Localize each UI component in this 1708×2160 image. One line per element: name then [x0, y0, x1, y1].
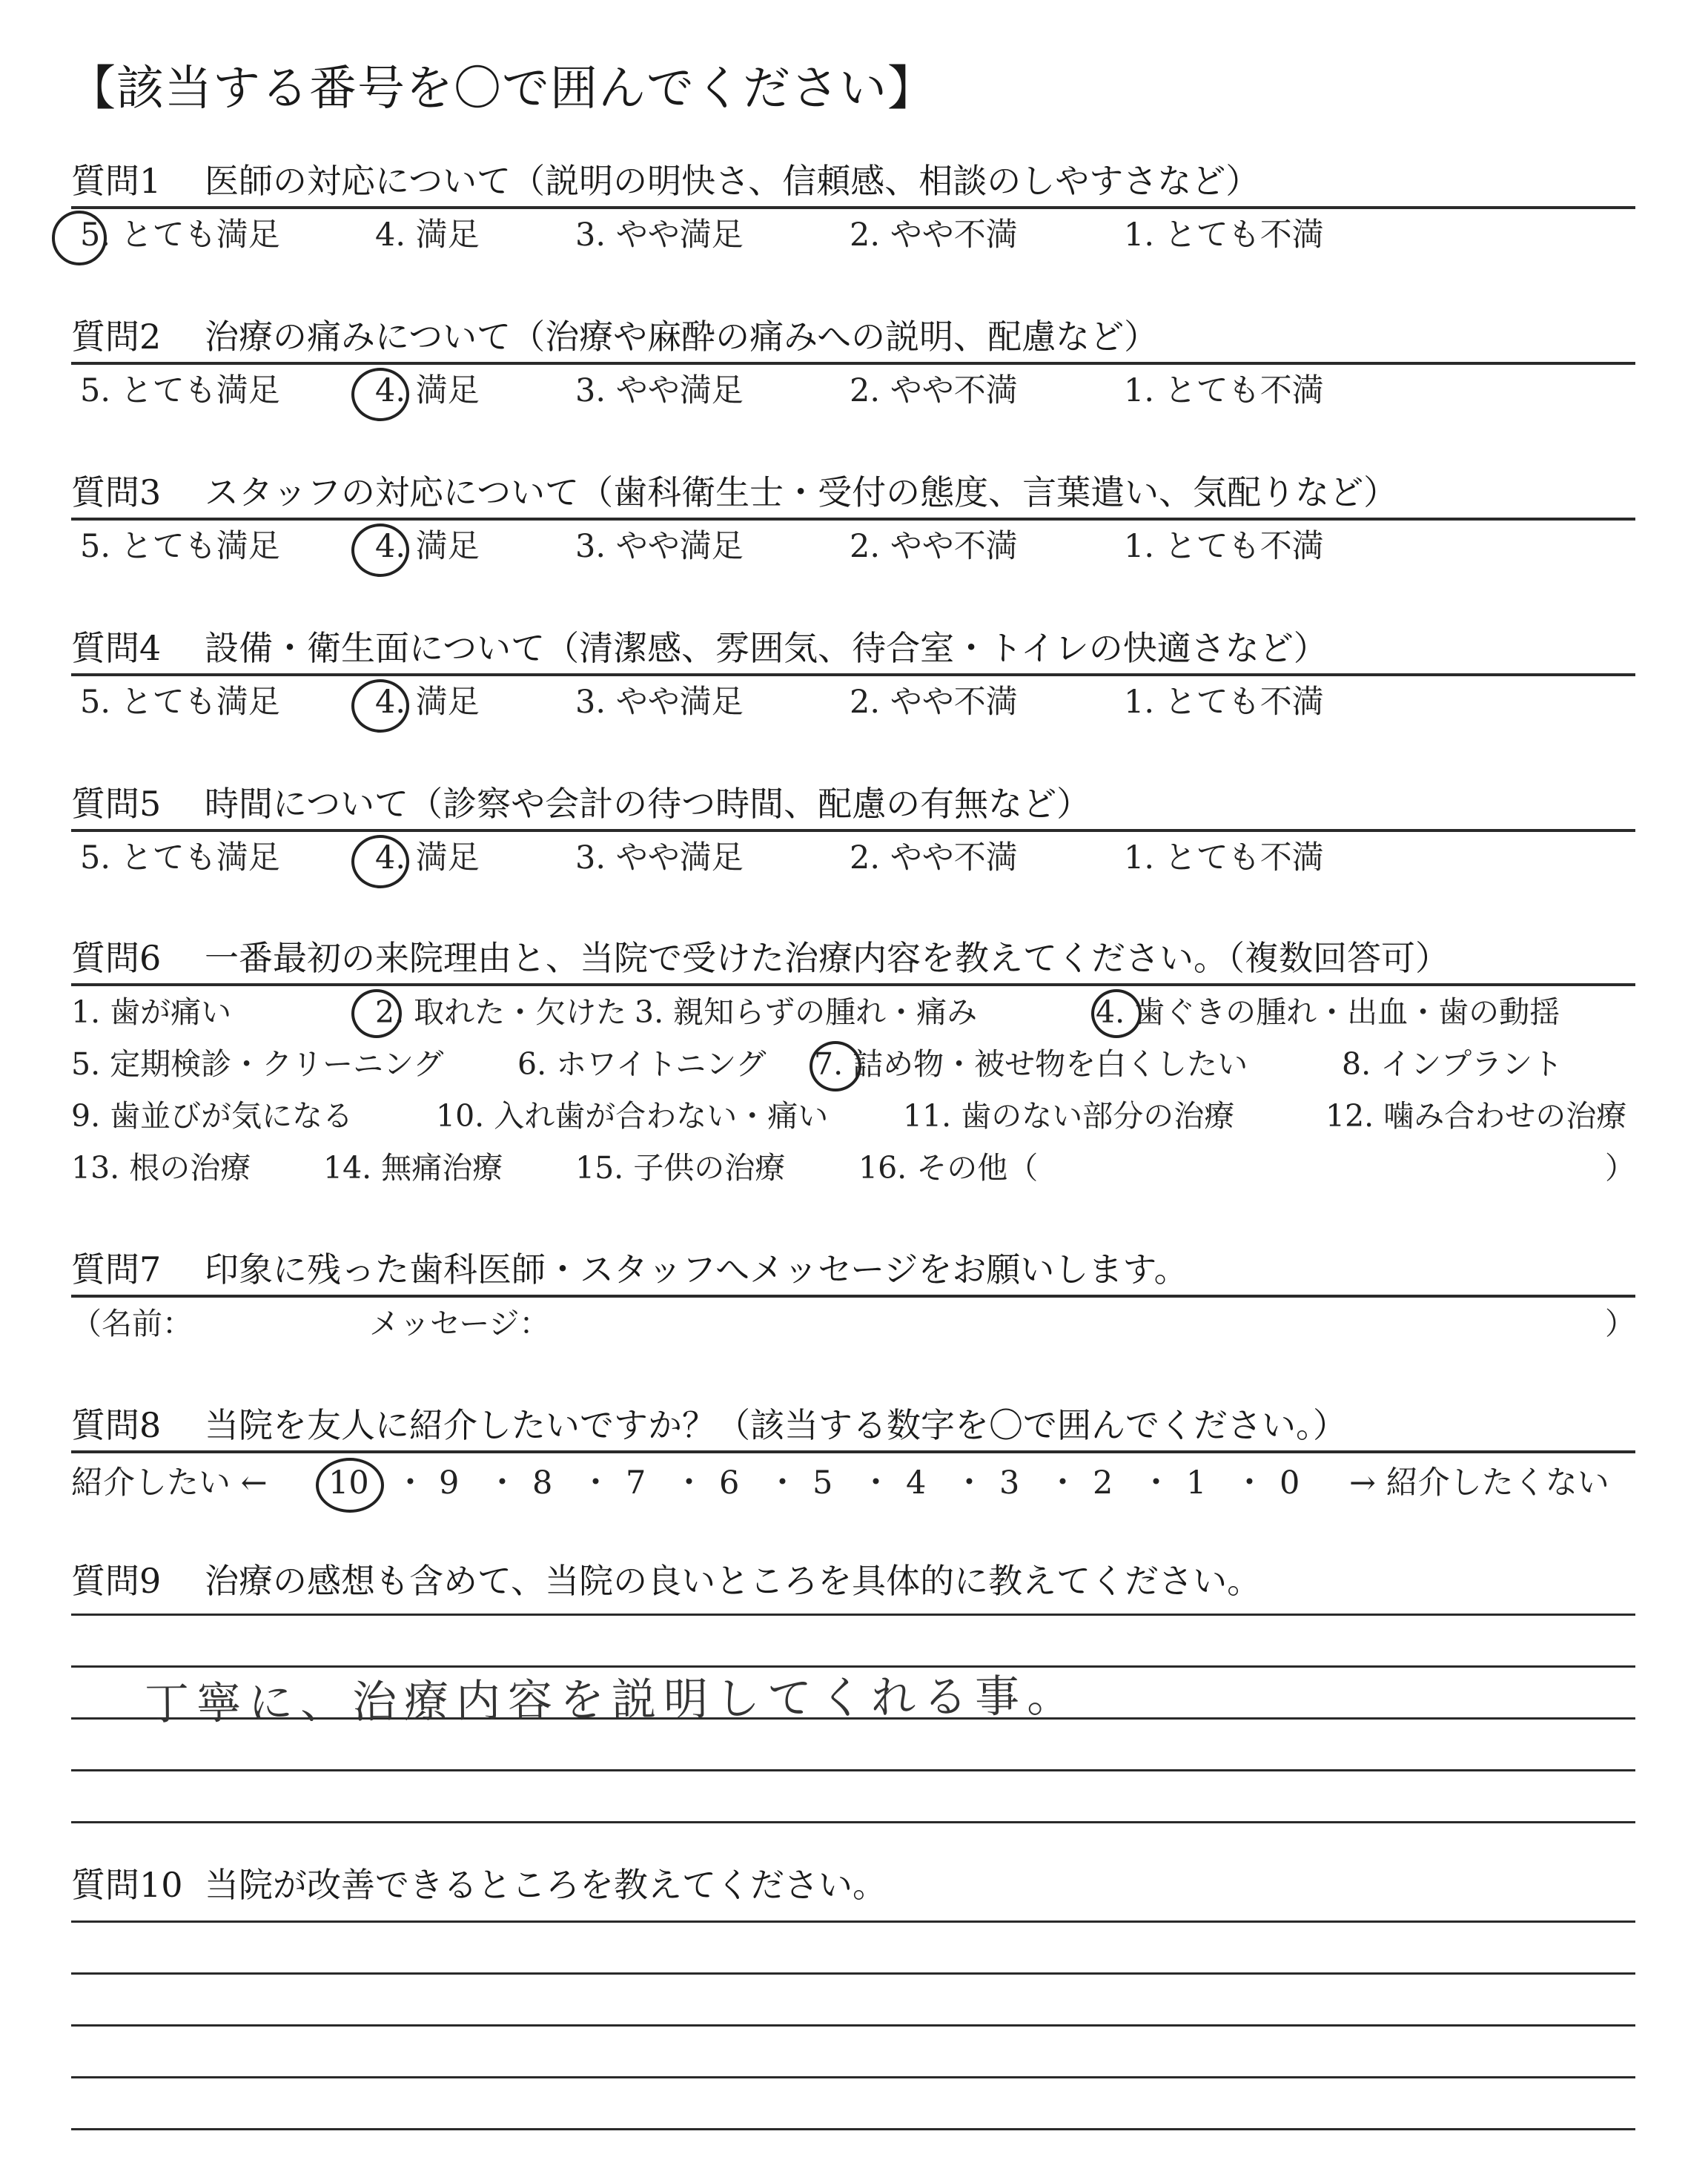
reason-item[interactable]: 10. 入れ歯が合わない・痛い — [436, 1098, 829, 1134]
scale-dot: ・ — [1047, 1464, 1079, 1502]
close-paren: ） — [1605, 1306, 1635, 1341]
scale-value[interactable]: 9 — [439, 1464, 460, 1502]
option-2[interactable]: 2. やや不満 — [850, 528, 1018, 565]
question-number: 質問5 — [71, 784, 162, 824]
option-3[interactable]: 3. やや満足 — [575, 839, 744, 876]
reason-item[interactable]: 13. 根の治療 — [71, 1150, 251, 1186]
question-1 — [71, 156, 1635, 261]
reason-item[interactable]: 14. 無痛治療 — [323, 1150, 503, 1186]
question-text: 時間について（診察や会計の待つ時間、配慮の有無など） — [205, 784, 1091, 824]
question-number: 質問4 — [71, 628, 162, 668]
question-10 — [71, 1860, 1635, 1910]
handwritten-answer[interactable]: 丁寧に、治療内容を説明してくれる事。 — [144, 1670, 1079, 1731]
scale-dot: ・ — [860, 1464, 892, 1502]
likert-options — [71, 365, 1635, 417]
option-2[interactable]: 2. やや不満 — [850, 684, 1018, 721]
scale-value[interactable]: 2 — [1093, 1464, 1113, 1502]
option-1[interactable]: 1. とても不満 — [1124, 684, 1324, 721]
option-4[interactable]: 4. 満足 — [375, 839, 480, 876]
option-4[interactable]: 4. 満足 — [375, 217, 480, 254]
question-text: 一番最初の来院理由と、当院で受けた治療内容を教えてください。（複数回答可） — [205, 938, 1449, 978]
form-header: 【該当する番号を〇で囲んでください】 — [68, 62, 936, 116]
scale-right-label: → 紹介したくない — [1349, 1464, 1609, 1502]
reason-item[interactable]: 8. インプラント — [1342, 1046, 1563, 1082]
scale-left-label: 紹介したい ← — [71, 1464, 268, 1502]
scale-value[interactable]: 10 — [328, 1464, 369, 1502]
scale-value[interactable]: 4 — [906, 1464, 927, 1502]
question-4 — [71, 623, 1635, 728]
option-1[interactable]: 1. とても不満 — [1124, 528, 1324, 565]
option-5[interactable]: 5. とても満足 — [80, 372, 280, 409]
option-4[interactable]: 4. 満足 — [375, 528, 480, 565]
question-number: 質問7 — [71, 1249, 162, 1289]
scale-value[interactable]: 6 — [719, 1464, 740, 1502]
scale-dot: ・ — [1234, 1464, 1265, 1502]
reason-item[interactable]: 7. 詰め物・被せ物を白くしたい — [814, 1046, 1248, 1082]
option-2[interactable]: 2. やや不満 — [850, 839, 1018, 876]
question-text: 設備・衛生面について（清潔感、雰囲気、待合室・トイレの快適さなど） — [205, 628, 1328, 668]
scale-value[interactable]: 8 — [532, 1464, 553, 1502]
option-1[interactable]: 1. とても不満 — [1124, 372, 1324, 409]
option-5[interactable]: 5. とても満足 — [80, 839, 280, 876]
question-text: 当院が改善できるところを教えてください。 — [205, 1865, 887, 1905]
option-5[interactable]: 5. とても満足 — [80, 528, 280, 565]
answer-line — [71, 1920, 1635, 1923]
scale-dot: ・ — [394, 1464, 426, 1502]
question-number: 質問10 — [71, 1865, 183, 1905]
answer-line — [71, 1972, 1635, 1975]
question-9 — [71, 1556, 1635, 1606]
reason-item[interactable]: 12. 噛み合わせの治療 — [1325, 1098, 1627, 1134]
likert-options — [71, 521, 1635, 572]
close-paren: ） — [1605, 1150, 1635, 1186]
question-7 — [71, 1244, 1635, 1350]
answer-line — [71, 2024, 1635, 2027]
reason-checklist — [71, 986, 1635, 1194]
scale-dot: ・ — [767, 1464, 798, 1502]
question-5 — [71, 779, 1635, 884]
scale-dot: ・ — [673, 1464, 705, 1502]
question-number: 質問2 — [71, 317, 162, 357]
scale-value[interactable]: 3 — [999, 1464, 1020, 1502]
question-text: 当院を友人に紹介したいですか？（該当する数字を〇で囲んでください。） — [205, 1405, 1347, 1445]
reason-item[interactable]: 4. 歯ぐきの腫れ・出血・歯の動揺 — [1096, 994, 1560, 1030]
question-6 — [71, 933, 1635, 1194]
option-4[interactable]: 4. 満足 — [375, 372, 480, 409]
likert-options — [71, 832, 1635, 884]
scale-dot: ・ — [580, 1464, 612, 1502]
question-text: 医師の対応について（説明の明快さ、信頼感、相談のしやすさなど） — [205, 161, 1260, 201]
reason-item[interactable]: 11. 歯のない部分の治療 — [903, 1098, 1235, 1134]
scale-value[interactable]: 5 — [812, 1464, 833, 1502]
scale-value[interactable]: 0 — [1280, 1464, 1300, 1502]
reason-item[interactable]: 16. その他（ — [858, 1150, 1039, 1186]
question-text: 治療の痛みについて（治療や麻酔の痛みへの説明、配慮など） — [205, 317, 1159, 357]
option-5[interactable]: 5. とても満足 — [80, 217, 280, 254]
reason-item[interactable]: 3. 親知らずの腫れ・痛み — [635, 994, 978, 1030]
scale-value[interactable]: 1 — [1186, 1464, 1207, 1502]
question-8 — [71, 1400, 1635, 1513]
question-text: 印象に残った歯科医師・スタッフへメッセージをお願いします。 — [205, 1249, 1188, 1289]
likert-options — [71, 209, 1635, 261]
reason-item[interactable]: 15. 子供の治療 — [575, 1150, 786, 1186]
reason-item[interactable]: 6. ホワイトニング — [517, 1046, 767, 1082]
option-5[interactable]: 5. とても満足 — [80, 684, 280, 721]
scale-dot: ・ — [953, 1464, 985, 1502]
name-label: （名前： — [71, 1306, 193, 1341]
option-2[interactable]: 2. やや不満 — [850, 372, 1018, 409]
answer-line — [71, 2076, 1635, 2078]
answer-line — [71, 1614, 1635, 1616]
question-3 — [71, 467, 1635, 572]
question-number: 質問3 — [71, 472, 162, 512]
answer-line — [71, 1821, 1635, 1823]
question-text: 治療の感想も含めて、当院の良いところを具体的に教えてください。 — [205, 1561, 1262, 1601]
option-3[interactable]: 3. やや満足 — [575, 528, 744, 565]
scale-dot: ・ — [486, 1464, 518, 1502]
reason-item[interactable]: 1. 歯が痛い — [71, 994, 232, 1030]
scale-value[interactable]: 7 — [626, 1464, 646, 1502]
question-number: 質問9 — [71, 1561, 162, 1601]
reason-item[interactable]: 2. 取れた・欠けた — [375, 994, 627, 1030]
likert-options — [71, 676, 1635, 728]
option-4[interactable]: 4. 満足 — [375, 684, 480, 721]
question-text: スタッフの対応について（歯科衛生士・受付の態度、言葉遣い、気配りなど） — [205, 472, 1398, 512]
reason-item[interactable]: 9. 歯並びが気になる — [71, 1098, 354, 1134]
answer-line — [71, 1769, 1635, 1771]
question-number: 質問6 — [71, 938, 162, 978]
reason-item[interactable]: 5. 定期検診・クリーニング — [71, 1046, 444, 1082]
scale-dot: ・ — [1140, 1464, 1172, 1502]
question-number: 質問1 — [71, 161, 162, 201]
question-2 — [71, 311, 1635, 417]
option-3[interactable]: 3. やや満足 — [575, 684, 744, 721]
option-3[interactable]: 3. やや満足 — [575, 217, 744, 254]
option-1[interactable]: 1. とても不満 — [1124, 839, 1324, 876]
option-2[interactable]: 2. やや不満 — [850, 217, 1018, 254]
option-1[interactable]: 1. とても不満 — [1124, 217, 1324, 254]
option-3[interactable]: 3. やや満足 — [575, 372, 744, 409]
answer-line — [71, 2128, 1635, 2130]
question-number: 質問8 — [71, 1405, 162, 1445]
recommend-scale — [71, 1453, 1635, 1513]
message-label: メッセージ： — [369, 1306, 550, 1341]
message-field[interactable] — [71, 1298, 1635, 1350]
